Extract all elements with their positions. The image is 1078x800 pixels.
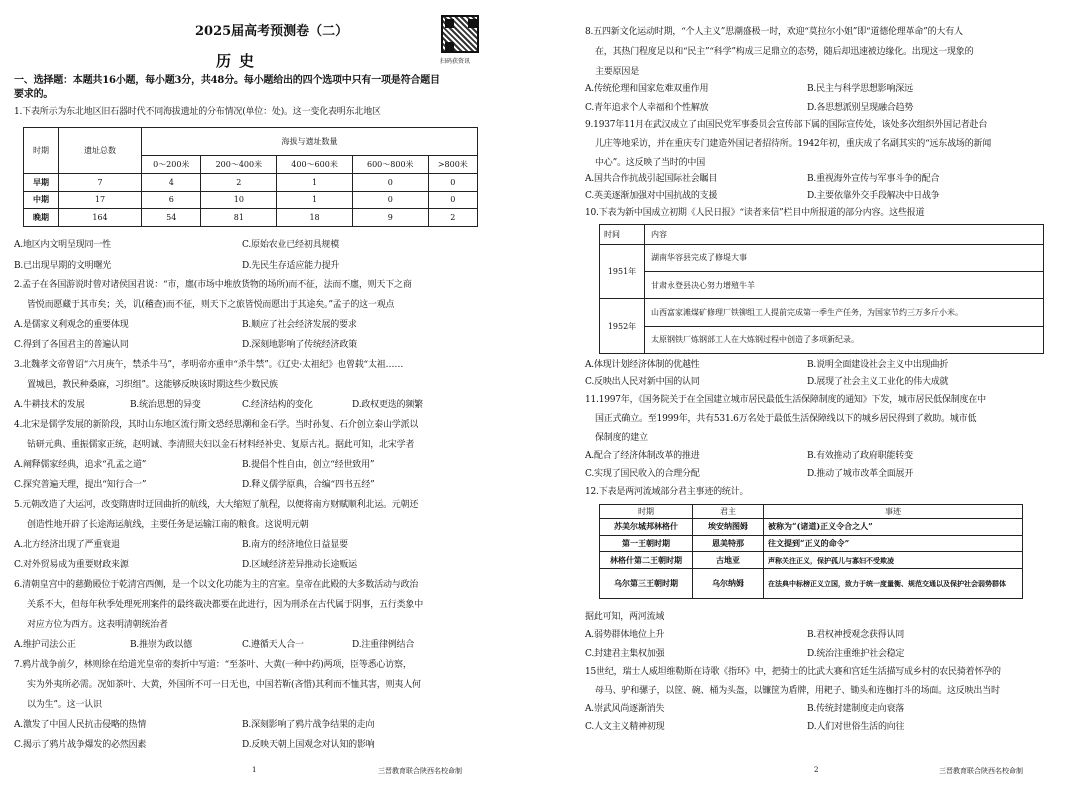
table-cell: 0: [428, 191, 477, 209]
table-cell: 乌尔纳姆: [693, 569, 764, 599]
page-number: 2: [814, 766, 819, 774]
question-8: 主要原因是: [595, 67, 640, 77]
table-cell: 被称为“(诸道)正义令合之人”: [764, 519, 1023, 536]
table-row: [600, 326, 1044, 353]
qr-code-icon: [441, 15, 479, 53]
table-row: [600, 244, 1044, 271]
option: C.人文主义精神初现: [585, 722, 665, 732]
option: D.区域经济差异推动长途贩运: [242, 560, 357, 570]
option: A.体现计划经济体制的优越性: [585, 360, 700, 370]
question-7: 7.鸦片战争前夕，林则徐在给道光皇帝的奏折中写道：“至茶叶、大黄(一种中药)两项，臣等悉心访察，: [14, 660, 412, 670]
page-number: 1: [252, 766, 257, 774]
table-header: 0～200米: [142, 156, 201, 174]
option: A.阐释儒家经典，追求“孔孟之道”: [14, 460, 147, 470]
table-cell: 恩美特那: [693, 535, 764, 552]
table-cell: 81: [201, 209, 277, 227]
table-cell: 10: [201, 191, 277, 209]
question-5: 5.元朝改造了大运河，改变隋唐时迂回曲折的航线，大大缩短了航程，以便将南方财赋顺利北运。元朝还: [14, 500, 419, 510]
table-cell: 古地亚: [693, 552, 764, 569]
question-4: 钻研元典、重振儒家正统，赵明诚、李清照夫妇以金石材料经补史、复原古礼。据此可知，北宋学者: [27, 440, 415, 450]
option: A.北方经济出现了严重衰退: [14, 540, 120, 550]
table-row: [600, 535, 1023, 552]
option: D.展现了社会主义工业化的伟大成就: [807, 377, 949, 387]
table-cell: 0: [352, 174, 428, 192]
question-3: 置城邑，教民种桑麻，习织组”。这能够反映该时期这些少数民族: [27, 380, 278, 390]
question-4: 4.北宋是儒学发展的新阶段，其时山东地区流行斯文恐经思潮和金石学。当时孙复、石介创立泰山学派以: [14, 420, 419, 430]
question-2: 皆悦而愿藏于其市矣；关，讥(稽查)而不征，则天下之旅皆悦而愿出于其途矣。”孟子的这一观点: [27, 300, 395, 310]
option: C.实现了国民收入的合理分配: [585, 469, 700, 479]
question-15: 15世纪，瑞士人威坦维勒斯在诗歌《指环》中，把骑士的比武大赛和宫廷生活描写成乡村的农民骑着怀孕的: [585, 667, 1001, 677]
table-header: 200～400米: [201, 156, 277, 174]
table-cell: 2: [201, 174, 277, 192]
table-cell: 18: [277, 209, 353, 227]
option: C.经济结构的变化: [242, 400, 313, 410]
table-cell: 早期: [24, 174, 59, 192]
table-row: [24, 191, 478, 209]
option: D.深刻地影响了传统经济政策: [242, 340, 357, 350]
table-row: [600, 519, 1023, 536]
table-cell: 山西富家滩煤矿修理厂铁铆组工人提前完成第一季生产任务，为国家节约三万多斤小米。: [645, 299, 1044, 326]
question-15: 母马、驴和骡子，以筐、碗、桶为头盔，以镰筐为盾牌，用耙子、锄头和连枷打斗的场面。这反映出当时: [595, 686, 1000, 696]
option: B.南方的经济地位日益显要: [242, 540, 348, 550]
qr-label: 扫码获资讯: [440, 58, 471, 65]
question-9: 中心”。这反映了当时的中国: [595, 158, 706, 168]
question-11: 保制度的建立: [595, 433, 648, 443]
question-10: 10.下表为新中国成立初期《人民日报》“读者来信”栏目中所报道的部分内容。这些报道: [585, 208, 925, 218]
table-header: 内容: [645, 225, 1044, 245]
table-cell: 林格什第二王朝时期: [600, 552, 693, 569]
table-cell: 0: [352, 191, 428, 209]
option: B.有效推动了政府职能转变: [807, 451, 913, 461]
table-cell: 7: [59, 174, 142, 192]
q10-table: [599, 224, 1044, 354]
table-cell: 在法典中标榜正义立国，致力于统一度量衡、规范交通以及保护社会弱势群体: [764, 569, 1023, 599]
option: B.推崇为政以德: [130, 640, 192, 650]
table-cell: 54: [142, 209, 201, 227]
option: D.释义儒学原典，合编“四书五经”: [242, 480, 375, 490]
q1-table: [23, 127, 478, 227]
question-3: 3.北魏孝文帝曾诏“六月庚午，禁杀牛马”，孝明帝亦重申“杀牛禁”。《辽史·太祖纪》也曾载“太祖……: [14, 360, 404, 370]
table-header: 遗址总数: [59, 128, 142, 174]
question-11: 11.1997年，《国务院关于在全国建立城市居民最低生活保障制度的通知》下发，城市居民低保制度在中: [585, 395, 986, 405]
question-7: 以为生”。这一认识: [27, 700, 102, 710]
table-cell: 中期: [24, 191, 59, 209]
option: A.国共合作抗战引起国际社会瞩目: [585, 174, 718, 184]
option: B.已出现早期的文明曙光: [14, 261, 112, 271]
table-cell: 9: [352, 209, 428, 227]
option: A.配合了经济体制改革的推进: [585, 451, 700, 461]
option: C.探究普遍天理，提出“知行合一”: [14, 480, 147, 490]
table-cell: 埃安纳图姆: [693, 519, 764, 536]
table-cell: 4: [142, 174, 201, 192]
option: D.反映天朝上国观念对认知的影响: [242, 740, 375, 750]
option: B.深刻影响了鸦片战争结果的走向: [242, 720, 375, 730]
table-row: [600, 299, 1044, 326]
question-5: 创造性地开辟了长途海运航线，主要任务是运输江南的粮食。这说明元朝: [27, 520, 309, 530]
option: D.主要依靠外交手段解决中日战争: [807, 191, 940, 201]
q12-table: [599, 504, 1023, 599]
table-cell: 1952年: [600, 299, 645, 354]
option: B.君权神授观念获得认同: [807, 630, 905, 640]
table-header: 海拔与遗址数量: [142, 128, 478, 156]
option: B.顺应了社会经济发展的要求: [242, 320, 357, 330]
question-12-lead: 据此可知，两河流域: [585, 612, 665, 622]
option: D.统治注重维护社会稳定: [807, 649, 905, 659]
question-8: 在，其热门程度足以和“民主”“科学”构成三足鼎立的态势，随后却迅速被边缘化。出现这一现象的: [595, 47, 974, 57]
question-12: 12.下表是两河流域部分君主事迹的统计。: [585, 487, 749, 497]
option: C.原始农业已经初具规模: [242, 240, 340, 250]
footer: 三晋教育联合陕西名校命制: [378, 767, 462, 775]
table-row: [24, 174, 478, 192]
question-6: 关系不大，但每年秋季处理死刑案件的最终裁决都要在此进行，因为刑杀在古代属于阴事，五行类象中: [27, 600, 424, 610]
option: D.人们对世俗生活的向往: [807, 722, 905, 732]
option: A.激发了中国人民抗击侵略的热情: [14, 720, 147, 730]
section-instructions: 一、选择题：本题共16小题，每小题3分，共48分。每小题给出的四个选项中只有一项是符合题目: [14, 75, 440, 86]
table-cell: 164: [59, 209, 142, 227]
table-header: >800米: [428, 156, 477, 174]
option: D.政权更迭的频繁: [352, 400, 423, 410]
table-cell: 6: [142, 191, 201, 209]
option: A.弱势群体地位上升: [585, 630, 665, 640]
option: C.对外贸易成为重要财政来源: [14, 560, 129, 570]
table-cell: 2: [428, 209, 477, 227]
option: D.先民生存适应能力提升: [242, 261, 340, 271]
question-6: 对应方位为西方。这表明清朝统治者: [27, 620, 168, 630]
option: A.维护司法公正: [14, 640, 76, 650]
exam-page-2: [539, 0, 1078, 800]
table-cell: 1: [277, 191, 353, 209]
table-cell: 甘肃永登县决心努力增殖牛羊: [645, 272, 1044, 299]
exam-title: 2025届高考预测卷（二）: [195, 24, 349, 39]
table-cell: 第一王朝时期: [600, 535, 693, 552]
option: B.传统封建制度走向衰落: [807, 704, 905, 714]
option: A.牛耕技术的发展: [14, 400, 85, 410]
question-2: 2.孟子在各国游说时曾对诸侯国君说：“市，廛(市场中堆放货物的场所)而不征，法而不廛，则天下之商: [14, 280, 412, 290]
question-7: 实为外夷所必需。况如茶叶、大黄，外国所不可一日无也，中国若靳(吝惜)其利而不恤其害，则夷人何: [27, 680, 421, 690]
option: A.地区内文明呈现同一性: [14, 240, 111, 250]
table-row: [600, 569, 1023, 599]
option: C.青年追求个人幸福和个性解放: [585, 103, 709, 113]
option: C.得到了各国君主的普遍认同: [14, 340, 129, 350]
table-cell: 太原钢铁厂炼钢部工人在大炼钢过程中创造了多项新纪录。: [645, 326, 1044, 353]
option: A.传统伦理和国家危难双重作用: [585, 84, 709, 94]
table-cell: 往文提到“正义的命令”: [764, 535, 1023, 552]
table-header: 时间: [600, 225, 645, 245]
question-8: 8.五四新文化运动时期，“个人主义”思潮盛极一时，欢迎“莫拉尔小姐”即“道德伦理革命”的大有人: [585, 27, 963, 37]
table-header: 君主: [693, 505, 764, 519]
question-9: 9.1937年11月在武汉成立了由国民党军事委员会宣传部下属的国际宣传处，该处多次组织外国记者赴台: [585, 120, 988, 130]
option: C.揭示了鸦片战争爆发的必然因素: [14, 740, 147, 750]
option: B.统治思想的异变: [130, 400, 201, 410]
table-cell: 晚期: [24, 209, 59, 227]
table-cell: 1951年: [600, 244, 645, 299]
table-cell: 1: [277, 174, 353, 192]
table-cell: 湖南华容县完成了修堤大事: [645, 244, 1044, 271]
option: C.封建君主集权加强: [585, 649, 665, 659]
question-9: 儿庄等地采访，并在重庆专门建造外国记者招待所。1942年初，重庆成了名副其实的“远东战场的新闻: [595, 139, 992, 149]
option: B.民主与科学思想影响深远: [807, 84, 913, 94]
option: D.各思想派别呈现融合趋势: [807, 103, 914, 113]
table-header: 事迹: [764, 505, 1023, 519]
table-cell: 苏美尔城邦林格什: [600, 519, 693, 536]
option: C.英美逐渐加强对中国抗战的支援: [585, 191, 718, 201]
table-cell: 声称关注正义，保护孤儿与寡妇不受欺凌: [764, 552, 1023, 569]
footer: 三晋教育联合陕西名校命制: [939, 767, 1023, 775]
option: D.注重律例结合: [352, 640, 415, 650]
option: A.是儒家义利观念的重要体现: [14, 320, 129, 330]
option: C.反映出人民对新中国的认同: [585, 377, 700, 387]
table-header: 400～600米: [277, 156, 353, 174]
option: D.推动了城市改革全面展开: [807, 469, 914, 479]
question-6: 6.清朝皇宫中的慈勤殿位于乾清宫西侧，是一个以文化功能为主的宫室。皇帝在此殿的大多数活动与政治: [14, 580, 419, 590]
table-header: 600～800米: [352, 156, 428, 174]
option: A.崇武风尚逐渐消失: [585, 704, 665, 714]
table-cell: 乌尔第三王朝时期: [600, 569, 693, 599]
table-cell: 17: [59, 191, 142, 209]
table-header: 时期: [600, 505, 693, 519]
option: B.提倡个性自由，创立“经世致用”: [242, 460, 375, 470]
table-header: 时期: [24, 128, 59, 174]
table-row: [600, 552, 1023, 569]
table-cell: 0: [428, 174, 477, 192]
subject-title: 历史: [216, 52, 263, 70]
option: C.遵循天人合一: [242, 640, 304, 650]
table-row: [600, 272, 1044, 299]
section-instructions-2: 要求的。: [14, 89, 54, 100]
question-1: 1.下表所示为东北地区旧石器时代不同海拔遗址的分布情况(单位：处)。这一变化表明东北地区: [14, 107, 381, 117]
option: B.说明全面建设社会主义中出现曲折: [807, 360, 949, 370]
option: B.重视海外宣传与军事斗争的配合: [807, 174, 940, 184]
table-row: [24, 209, 478, 227]
question-11: 国正式确立。至1999年，共有531.6万名处于最低生活保障线以下的城乡居民得到了救助。城市低: [595, 414, 977, 424]
